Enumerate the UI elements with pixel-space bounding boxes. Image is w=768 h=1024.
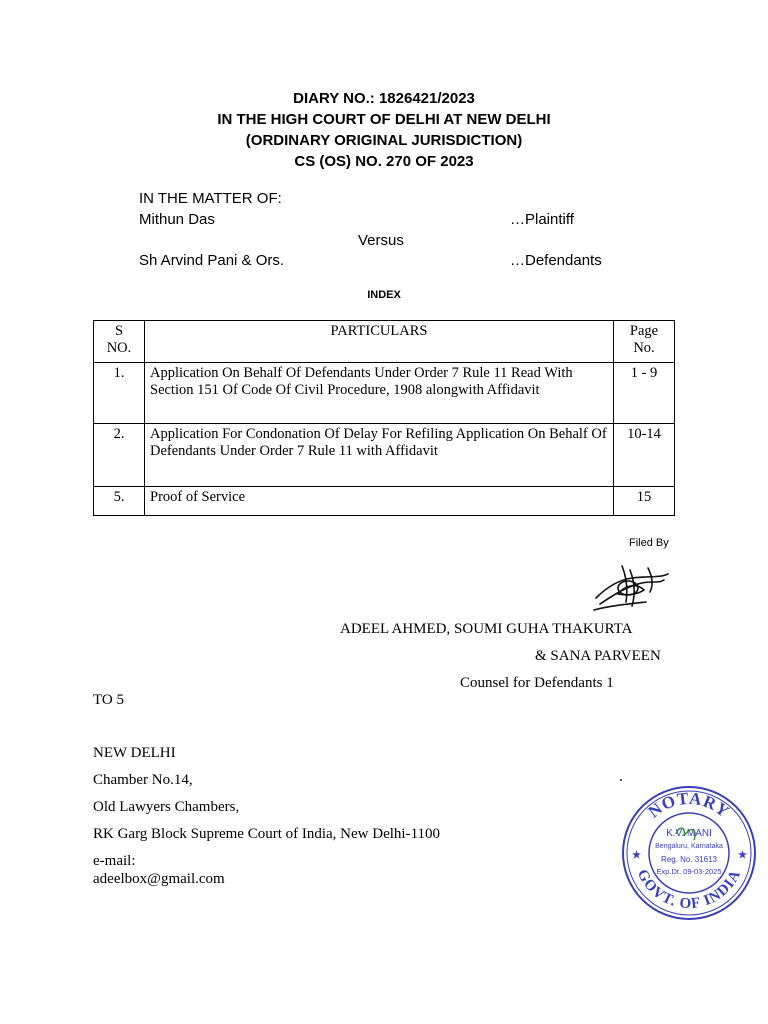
svg-text:NOTARY: NOTARY [644, 788, 734, 822]
counsel-names: ADEEL AHMED, SOUMI GUHA THAKURTA [340, 621, 633, 637]
row-page: 15 [614, 487, 675, 516]
svg-text:Exp.Dt. 09-03-2025: Exp.Dt. 09-03-2025 [656, 867, 722, 876]
svg-text:Bengaluru, Karnataka: Bengaluru, Karnataka [655, 843, 723, 850]
row-page: 1 - 9 [614, 363, 675, 424]
address-chamber: Chamber No.14, [93, 772, 193, 788]
index-title: INDEX [367, 289, 401, 301]
row-page: 10-14 [614, 424, 675, 487]
row-s-no: 1. [94, 363, 145, 424]
header-page-no: Page No. [614, 321, 675, 363]
row-particulars: Proof of Service [145, 487, 614, 516]
stray-mark [620, 779, 622, 781]
counsel-role: Counsel for Defendants 1 [460, 675, 614, 691]
svg-text:★: ★ [632, 850, 641, 861]
table-row [94, 363, 675, 424]
notary-stamp [620, 784, 758, 922]
jurisdiction: (ORDINARY ORIGINAL JURISDICTION) [245, 132, 523, 149]
matter-intro: IN THE MATTER OF: [139, 190, 282, 207]
counsel-names-cont: & SANA PARVEEN [535, 648, 661, 664]
header-s-no: S NO. [94, 321, 145, 363]
header-particulars: PARTICULARS [145, 321, 614, 363]
svg-text:K.V. MANI: K.V. MANI [666, 828, 712, 839]
filed-by-label: Filed By [629, 537, 669, 549]
court-name: IN THE HIGH COURT OF DELHI AT NEW DELHI [217, 111, 551, 128]
row-s-no: 5. [94, 487, 145, 516]
email-address: adeelbox@gmail.com [93, 871, 225, 887]
address-city: NEW DELHI [93, 745, 176, 761]
address-building: Old Lawyers Chambers, [93, 799, 240, 815]
email-label: e-mail: [93, 853, 136, 869]
index-table [93, 320, 675, 516]
table-header-row [94, 321, 675, 363]
address-street: RK Garg Block Supreme Court of India, New Delhi-1100 [93, 826, 441, 842]
row-s-no: 2. [94, 424, 145, 487]
svg-text:GOVT. OF INDIA: GOVT. OF INDIA [633, 867, 745, 913]
case-number: CS (OS) NO. 270 OF 2023 [294, 153, 474, 170]
table-row [94, 424, 675, 487]
row-particulars: Application For Condonation Of Delay For Refiling Application On Behalf Of Defendants Under Order 7 Rule 11 with Affidavit [145, 424, 614, 487]
svg-text:★: ★ [738, 850, 747, 861]
defendant-name: Sh Arvind Pani & Ors. [139, 252, 285, 269]
table-row [94, 487, 675, 516]
row-particulars: Application On Behalf Of Defendants Under Order 7 Rule 11 Read With Section 151 Of Code Of Civil Procedure, 1908 alongwith Affidavit [145, 363, 614, 424]
svg-text:Reg. No. 31613: Reg. No. 31613 [660, 855, 718, 864]
versus-label: Versus [358, 232, 404, 249]
defendant-role: …Defendants [510, 252, 602, 269]
counsel-role-cont: TO 5 [93, 692, 124, 708]
signature-image [588, 558, 674, 614]
plaintiff-name: Mithun Das [139, 211, 215, 228]
plaintiff-role: …Plaintiff [510, 211, 574, 228]
diary-number: DIARY NO.: 1826421/2023 [293, 90, 475, 107]
